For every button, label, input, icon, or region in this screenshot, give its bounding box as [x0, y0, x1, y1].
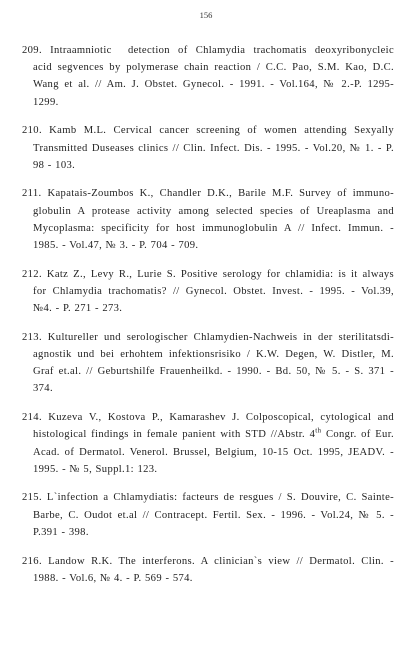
reference-line: agnostik und bei erhohtem infektionsrisiko / K.W. Degen, W. Distler, M. [33, 349, 394, 361]
reference-line: 214. Kuzeva V., Kostova P., Kamarashev J. Colposcopical, cytological and [22, 412, 394, 424]
superscript: th [315, 426, 322, 435]
reference-item-215 [22, 489, 394, 541]
reference-line: 1985. - Vol.47, № 3. - P. 704 - 709. [33, 240, 199, 252]
reference-item-211 [22, 185, 394, 254]
reference-line: for Chlamydia trachomatis? // Gynecol. Obstet. Invest. - 1995. - Vol.39, [33, 285, 394, 297]
reference-line: 209. Intraamniotic detection of Chlamydia trachomatis deoxyribonycleic [22, 45, 394, 56]
reference-line: Transmitted Duseases clinics // Clin. Infect. Dis. - 1995. - Vol.20, № 1. - P. [33, 142, 394, 154]
reference-line: 374. [33, 383, 53, 395]
reference-line: Wang et al. // Am. J. Obstet. Gynecol. - 1991. - Vol.164, № 2.-P. 1295- [33, 79, 394, 91]
reference-line: 213. Kultureller und serologischer Chlamydien-Nachweis in der sterilitatsdi- [22, 331, 394, 343]
reference-line [22, 426, 394, 443]
reference-line: 1995. - № 5, Suppl.1: 123. [33, 463, 158, 475]
reference-line: 215. L`infection a Chlamydiatis: facteurs de resgues / S. Douvire, C. Sainte- [22, 492, 394, 504]
reference-item-216 [22, 553, 394, 587]
reference-line: 216. Landow R.K. The interferons. A clinician`s view // Dermatol. Clin. - [22, 555, 394, 567]
reference-line: Barbe, C. Oudot et.al // Contracept. Fertil. Sex. - 1996. - Vol.24, № 5. - [33, 509, 394, 521]
reference-item-210 [22, 122, 394, 174]
reference-list [22, 42, 394, 598]
reference-item-212 [22, 266, 394, 318]
reference-line: 212. Katz Z., Levy R., Lurie S. Positive serology for chlamidia: is it always [22, 268, 394, 280]
reference-line: Acad. of Dermatol. Venerol. Brussel, Belgium, 10-15 Oct. 1995, JEADV. - [33, 446, 394, 458]
reference-line: 1988. - Vol.6, № 4. - P. 569 - 574. [33, 572, 193, 584]
page-number: 156 [199, 10, 213, 20]
reference-line: globulin A protease activity among selected species of Ureaplasma and [33, 205, 394, 217]
reference-line: acid segvences by polymerase chain reaction / C.C. Pao, S.M. Kao, D.C. [33, 62, 394, 74]
reference-item-214 [22, 409, 394, 478]
reference-text: Congr. of Eur. [321, 429, 394, 441]
reference-item-209 [22, 42, 394, 111]
reference-line: Graf et.al. // Geburtshilfe Frauenheilkd. - 1990. - Bd. 50, № 5. - S. 371 - [33, 366, 394, 378]
reference-line: 211. Kapatais-Zoumbos K., Chandler D.K., Barile M.F. Survey of immuno- [22, 188, 394, 200]
reference-line: 98 - 103. [33, 159, 76, 171]
reference-item-213 [22, 329, 394, 398]
reference-line: 210. Kamb M.L. Cervical cancer screening of women attending Sexyally [22, 125, 394, 137]
reference-text: histological findings in female panient with STD //Abstr. 4 [33, 429, 316, 441]
reference-line: P.391 - 398. [33, 526, 89, 538]
reference-line: 1299. [33, 96, 59, 108]
reference-line: №4. - P. 271 - 273. [33, 303, 123, 315]
reference-line: Mycoplasma: specificity for host immunoglobulin A // Infect. Immun. - [33, 222, 394, 234]
